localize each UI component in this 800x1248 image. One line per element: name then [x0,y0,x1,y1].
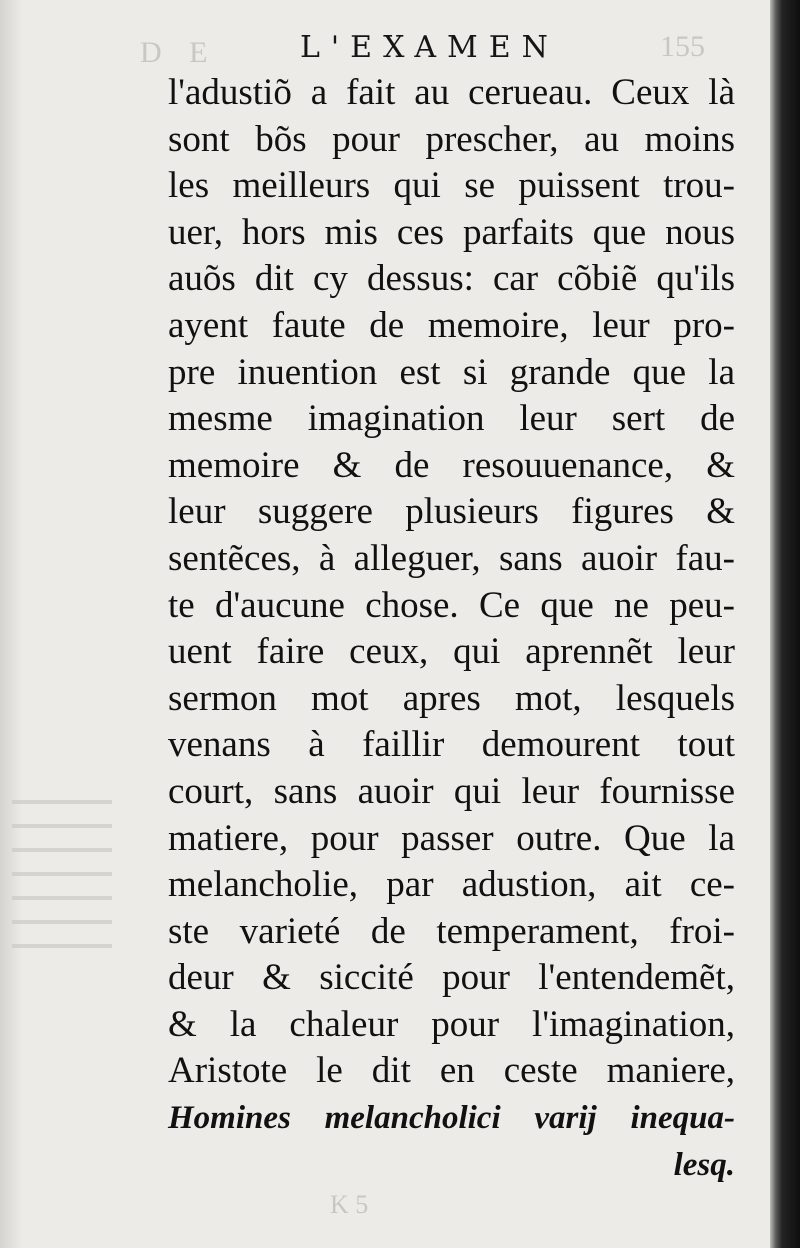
text-line: leur suggere plusieurs figures & [168,491,735,533]
text-line: sermon mot apres mot, lesquels [168,677,735,719]
text-line: l'adustiõ a fait au cerueau. Ceux là [168,72,735,113]
text-line: uer, hors mis ces parfaits que nous [168,211,735,253]
text-line: & la chaleur pour l'imagination, [168,1003,735,1045]
bleed-through-signature: K 5 [330,1190,369,1219]
text-line: les meilleurs qui se puissent trou- [168,165,735,207]
text-line: sont bõs pour prescher, au moins [168,118,735,160]
latin-quotation-line: Homines melancholici varij inequa- [168,1100,735,1137]
text-line: te d'aucune chose. Ce que ne peu- [168,584,735,626]
text-line: matiere, pour passer outre. Que la [168,817,735,859]
bleed-through-page-number: 155 [660,30,705,63]
text-line: melancholie, par adustion, ait ce- [168,864,735,906]
text-line: court, sans auoir qui leur fournisse [168,770,735,812]
text-line: sentẽces, à alleguer, sans auoir fau- [168,537,735,579]
text-line: memoire & de resouuenance, & [168,444,735,486]
bleed-through-heading: D E [140,36,218,69]
text-line: mesme imagination leur sert de [168,398,735,440]
text-line: auõs dit cy dessus: car cõbiẽ qu'ils [168,258,735,300]
text-line: uent faire ceux, qui aprennẽt leur [168,631,735,673]
text-line: ayent faute de memoire, leur pro- [168,304,735,346]
bleed-through-margin-notes [12,800,112,960]
text-line: ste varieté de temperament, froi- [168,910,735,952]
catchword: lesq. [673,1146,735,1183]
running-head: L'EXAMEN [300,30,559,65]
body-text [168,70,735,1188]
text-line: venans à faillir demourent tout [168,724,735,766]
adjacent-page-edge [770,0,800,1248]
text-line: deur & siccité pour l'entendemẽt, [168,957,735,999]
text-line: pre inuention est si grande que la [168,351,735,393]
text-line: Aristote le dit en ceste maniere, [168,1050,735,1092]
